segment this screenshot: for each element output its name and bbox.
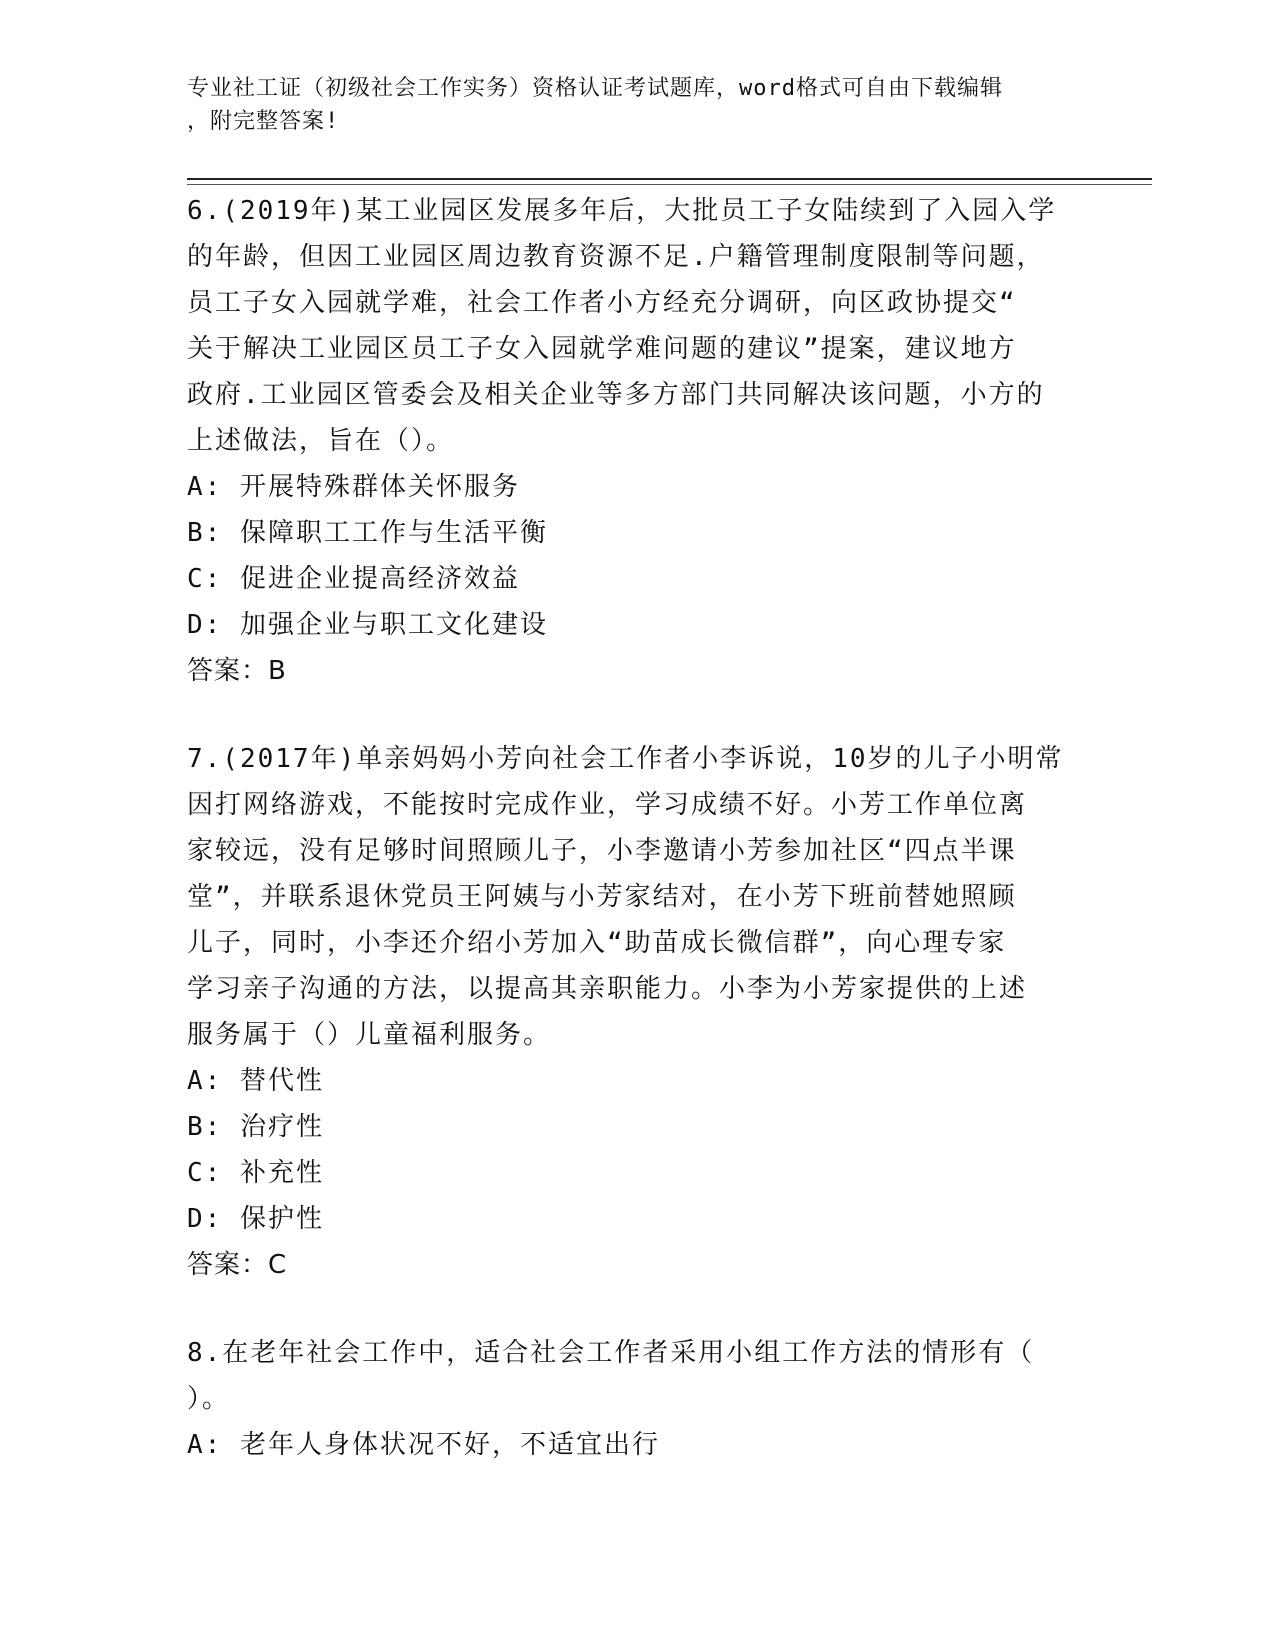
question-6-stem <box>187 188 1087 464</box>
question-line: ）。 <box>187 1384 231 1414</box>
question-line: 关于解决工业园区员工子女入园就学难问题的建议”提案，建议地方 <box>187 334 1017 364</box>
question-line: 上述做法，旨在（）。 <box>187 426 455 456</box>
header-line-1: 专业社工证（初级社会工作实务）资格认证考试题库，word格式可自由下载编辑 <box>187 76 1003 101</box>
question-line: 6.(2019年)某工业园区发展多年后，大批员工子女陆续到了入园入学 <box>187 196 1057 226</box>
question-line: 政府.工业园区管委会及相关企业等多方部门共同解决该问题，小方的 <box>187 380 1045 410</box>
header-divider-thin <box>187 184 1152 185</box>
question-6-option-d: D: 加强企业与职工文化建设 <box>187 610 548 640</box>
question-list <box>187 188 1087 1510</box>
question-6-option-a: A: 开展特殊群体关怀服务 <box>187 472 520 502</box>
question-7-option-a: A: 替代性 <box>187 1066 324 1096</box>
question-line: 堂”，并联系退休党员王阿姨与小芳家结对，在小芳下班前替她照顾 <box>187 882 1017 912</box>
question-8-stem <box>187 1330 1087 1422</box>
question-7 <box>187 736 1087 1288</box>
header-divider-thick <box>187 178 1152 180</box>
question-line: 因打网络游戏，不能按时完成作业，学习成绩不好。小芳工作单位离 <box>187 790 1028 820</box>
question-line: 儿子，同时，小李还介绍小芳加入“助苗成长微信群”，向心理专家 <box>187 928 1007 958</box>
question-line: 7.(2017年)单亲妈妈小芳向社会工作者小李诉说，10岁的儿子小明常 <box>187 744 1064 774</box>
question-7-stem <box>187 736 1087 1058</box>
question-8 <box>187 1330 1087 1468</box>
question-line: 家较远，没有足够时间照顾儿子，小李邀请小芳参加社区“四点半课 <box>187 836 1017 866</box>
question-8-option-a: A: 老年人身体状况不好，不适宜出行 <box>187 1430 660 1460</box>
question-6 <box>187 188 1087 694</box>
question-6-option-c: C: 促进企业提高经济效益 <box>187 564 520 594</box>
header-line-2: ，附完整答案! <box>187 109 340 134</box>
question-7-option-d: D: 保护性 <box>187 1204 324 1234</box>
question-line: 服务属于（）儿童福利服务。 <box>187 1020 552 1050</box>
document-header <box>187 72 1067 138</box>
question-7-option-b: B: 治疗性 <box>187 1112 324 1142</box>
question-6-answer: 答案：B <box>187 656 287 686</box>
question-line: 员工子女入园就学难，社会工作者小方经充分调研，向区政协提交“ <box>187 288 1017 318</box>
question-6-option-b: B: 保障职工工作与生活平衡 <box>187 518 548 548</box>
question-line: 8.在老年社会工作中，适合社会工作者采用小组工作方法的情形有（ <box>187 1338 1035 1368</box>
question-line: 学习亲子沟通的方法，以提高其亲职能力。小李为小芳家提供的上述 <box>187 974 1028 1004</box>
question-7-option-c: C: 补充性 <box>187 1158 324 1188</box>
question-line: 的年龄，但因工业园区周边教育资源不足.户籍管理制度限制等问题， <box>187 242 1045 272</box>
question-7-answer: 答案：C <box>187 1250 288 1280</box>
